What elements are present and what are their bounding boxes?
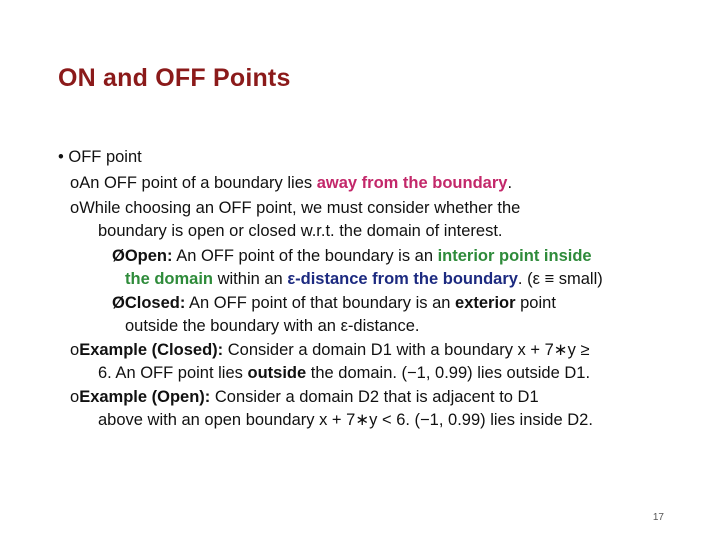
item-text: Consider a domain D1 with a boundary x + 7∗y ≥ (223, 341, 590, 359)
arrow-bullet-marker: Ø (112, 294, 125, 312)
item-text: Consider a domain D2 that is adjacent to D1 (210, 388, 539, 406)
highlight-the-domain: the domain (125, 270, 214, 288)
item-text-end: point (515, 294, 556, 312)
item-text: An OFF point of a boundary lies (79, 174, 317, 192)
list-item-open-cont (125, 268, 603, 291)
list-item-closed (112, 292, 556, 315)
sub-bullet-marker: o (70, 341, 80, 359)
highlight-interior-point: interior point inside (437, 247, 592, 265)
list-item-example-open (70, 386, 539, 409)
example-open-label: Example (Open): (79, 388, 211, 406)
item-text-end: the domain. (−1, 0.99) lies outside D1. (306, 364, 591, 382)
sub-bullet-marker: o (70, 199, 80, 217)
list-item-closed-cont (125, 315, 419, 338)
highlight-exterior: exterior (455, 294, 516, 312)
highlight-outside: outside (247, 364, 307, 382)
item-text-end: . (ε ≡ small) (517, 270, 603, 288)
highlight-away-from-boundary: away from the boundary (316, 174, 508, 192)
bullet-off-point (58, 146, 142, 169)
list-item-choosing-cont (98, 220, 502, 243)
page-number: 17 (652, 512, 664, 523)
item-text: 6. An OFF point lies (98, 364, 248, 382)
sub-bullet-marker: o (70, 174, 80, 192)
list-item-example-open-cont (98, 409, 593, 432)
highlight-epsilon-distance: ε-distance from the boundary (287, 270, 518, 288)
example-closed-label: Example (Closed): (79, 341, 224, 359)
item-text: outside the boundary with an ε-distance. (125, 317, 420, 335)
item-text: above with an open boundary x + 7∗y < 6. (−1, 0.99) lies inside D2. (98, 411, 593, 429)
list-item-example-closed (70, 339, 590, 362)
item-text: within an (213, 270, 288, 288)
closed-label: Closed: (124, 294, 186, 312)
slide-title: ON and OFF Points (58, 64, 291, 92)
item-text: An OFF point of the boundary is an (172, 247, 438, 265)
item-text-end: . (507, 174, 513, 192)
list-item-choosing (70, 197, 520, 220)
arrow-bullet-marker: Ø (112, 247, 125, 265)
list-item-open (112, 245, 592, 268)
sub-bullet-marker: o (70, 388, 80, 406)
bullet-marker: • (58, 148, 64, 166)
item-text: boundary is open or closed w.r.t. the domain of interest. (98, 222, 503, 240)
list-item-example-closed-cont (98, 362, 590, 385)
item-text: While choosing an OFF point, we must consider whether the (79, 199, 521, 217)
open-label: Open: (124, 247, 173, 265)
item-text: An OFF point of that boundary is an (185, 294, 456, 312)
bullet-label: OFF point (68, 148, 142, 166)
list-item-away (70, 172, 512, 195)
